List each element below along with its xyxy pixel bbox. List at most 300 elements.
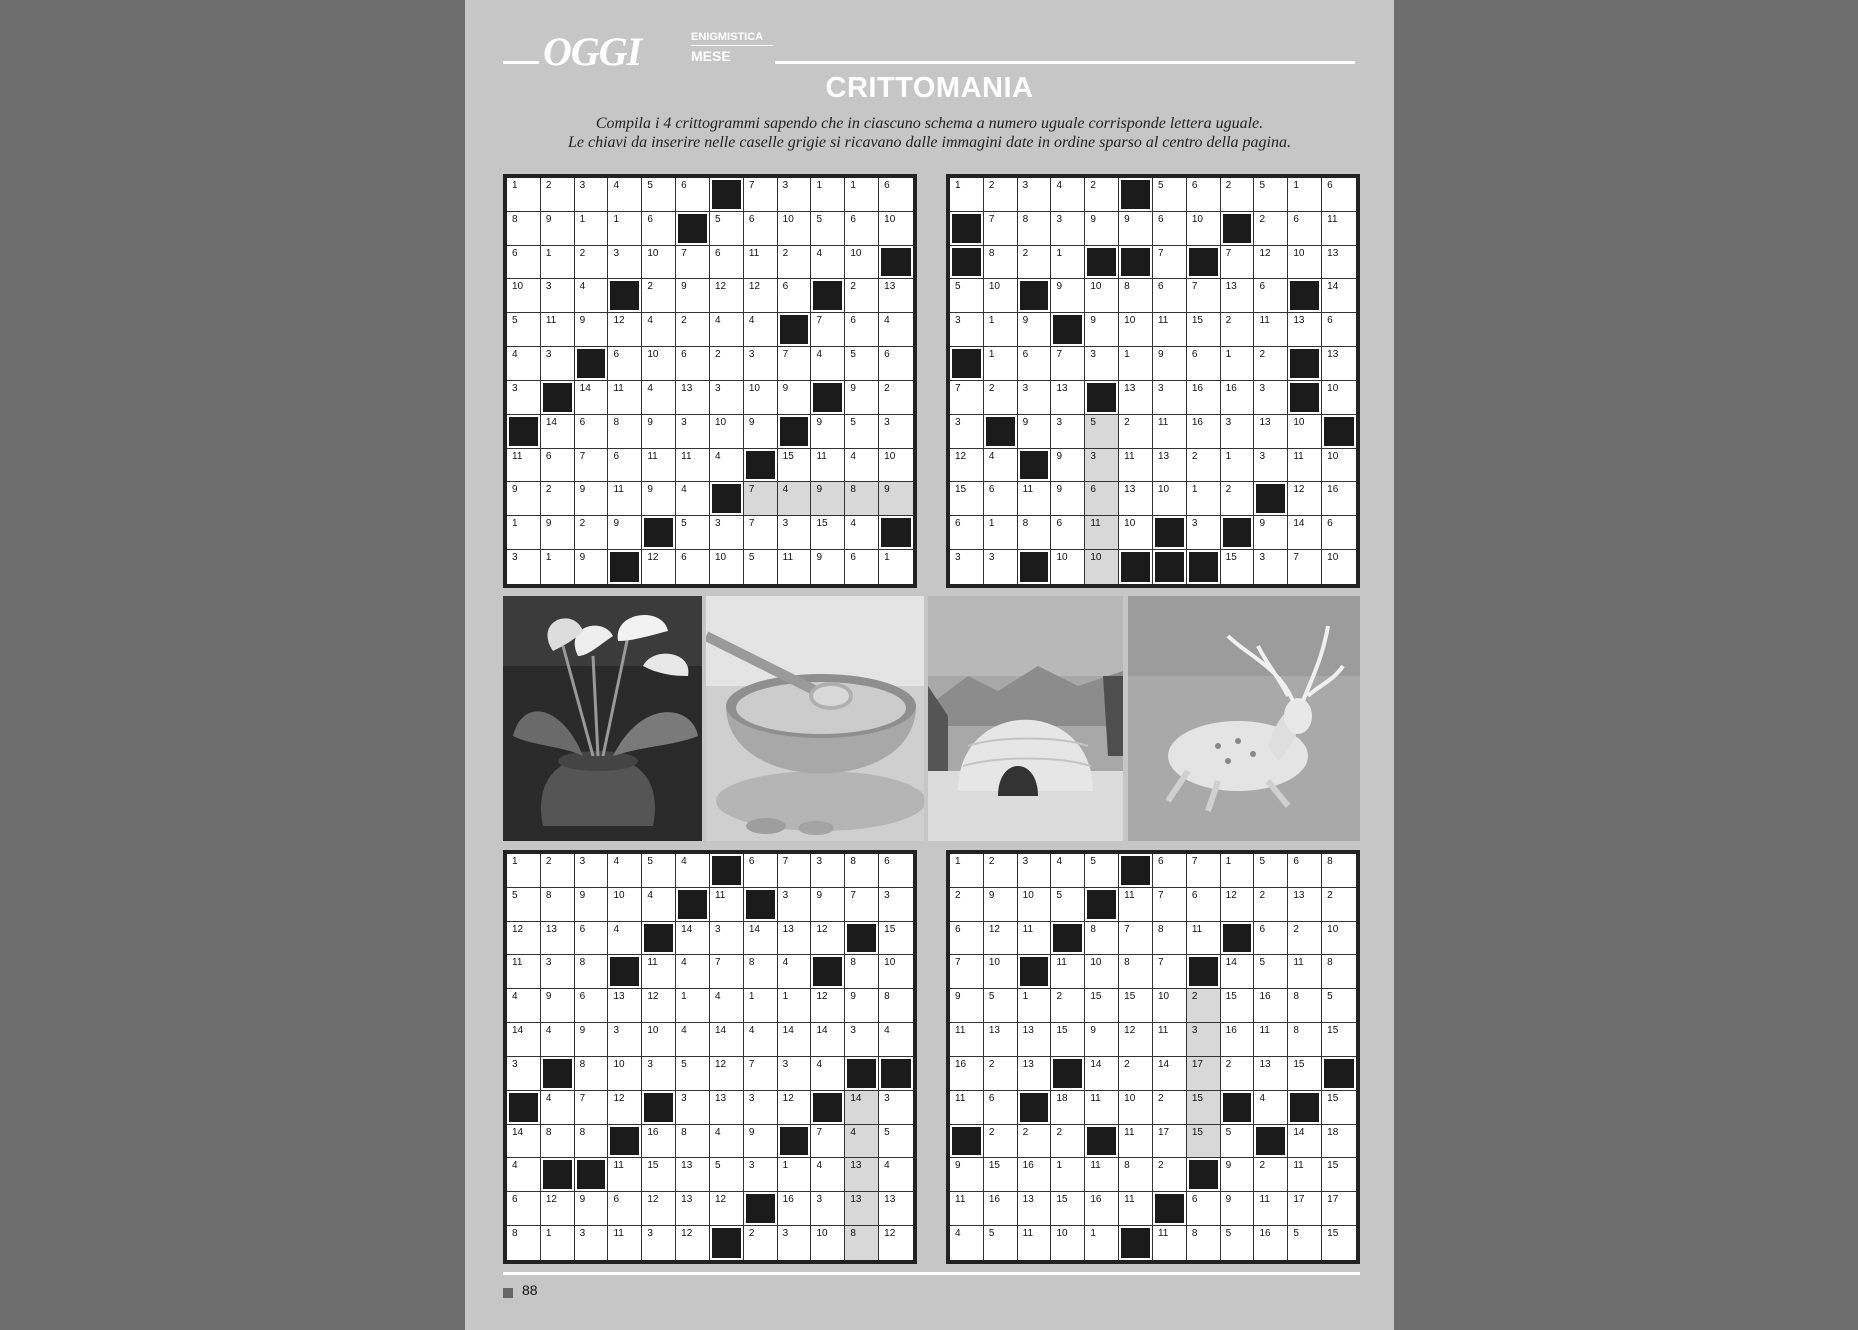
- crossword-cell[interactable]: [507, 347, 541, 381]
- crossword-cell[interactable]: [507, 1158, 541, 1192]
- crossword-cell[interactable]: [1254, 347, 1288, 381]
- crossword-cell[interactable]: [1153, 1057, 1187, 1091]
- crossword-cell[interactable]: [608, 888, 642, 922]
- crossword-cell[interactable]: [879, 922, 913, 956]
- crossword-cell[interactable]: [744, 854, 778, 888]
- crossword-cell[interactable]: [676, 1023, 710, 1057]
- crossword-cell[interactable]: [1254, 1226, 1288, 1260]
- crossword-cell[interactable]: [710, 1091, 744, 1125]
- crossword-cell[interactable]: [1187, 1226, 1221, 1260]
- crossword-cell[interactable]: [608, 212, 642, 246]
- crossword-cell[interactable]: [575, 482, 609, 516]
- grey-key-cell[interactable]: [778, 482, 812, 516]
- crossword-cell[interactable]: [1153, 212, 1187, 246]
- crossword-cell[interactable]: [575, 415, 609, 449]
- crossword-cell[interactable]: [1119, 922, 1153, 956]
- crossword-cell[interactable]: [676, 381, 710, 415]
- crossword-cell[interactable]: [1153, 1125, 1187, 1159]
- crossword-cell[interactable]: [845, 550, 879, 584]
- crossword-cell[interactable]: [1018, 1192, 1052, 1226]
- crossword-cell[interactable]: [744, 212, 778, 246]
- crossword-cell[interactable]: [879, 1158, 913, 1192]
- crossword-cell[interactable]: [710, 313, 744, 347]
- crossword-cell[interactable]: [1085, 922, 1119, 956]
- grey-key-cell[interactable]: [845, 1192, 879, 1226]
- crossword-cell[interactable]: [1187, 854, 1221, 888]
- crossword-cell[interactable]: [608, 415, 642, 449]
- crossword-cell[interactable]: [811, 989, 845, 1023]
- crossword-cell[interactable]: [1221, 347, 1255, 381]
- crossword-cell[interactable]: [811, 1158, 845, 1192]
- crossword-cell[interactable]: [984, 482, 1018, 516]
- crossword-cell[interactable]: [642, 888, 676, 922]
- crossword-cell[interactable]: [507, 178, 541, 212]
- crossword-cell[interactable]: [845, 854, 879, 888]
- crossword-cell[interactable]: [984, 989, 1018, 1023]
- crossword-cell[interactable]: [1153, 888, 1187, 922]
- crossword-cell[interactable]: [744, 1091, 778, 1125]
- crossword-cell[interactable]: [845, 347, 879, 381]
- crossword-cell[interactable]: [1187, 888, 1221, 922]
- crossword-cell[interactable]: [608, 1023, 642, 1057]
- grey-key-cell[interactable]: [744, 482, 778, 516]
- crossword-cell[interactable]: [879, 550, 913, 584]
- crossword-cell[interactable]: [642, 1192, 676, 1226]
- crossword-cell[interactable]: [845, 381, 879, 415]
- crossword-cell[interactable]: [1119, 313, 1153, 347]
- crossword-cell[interactable]: [507, 989, 541, 1023]
- crossword-cell[interactable]: [1187, 516, 1221, 550]
- crossword-cell[interactable]: [1051, 212, 1085, 246]
- crossword-cell[interactable]: [507, 888, 541, 922]
- crossword-cell[interactable]: [541, 1192, 575, 1226]
- crossword-cell[interactable]: [608, 381, 642, 415]
- crossword-cell[interactable]: [541, 212, 575, 246]
- crossword-cell[interactable]: [1221, 279, 1255, 313]
- crossword-cell[interactable]: [1018, 516, 1052, 550]
- crossword-cell[interactable]: [575, 381, 609, 415]
- crossword-cell[interactable]: [710, 381, 744, 415]
- crossword-cell[interactable]: [1221, 482, 1255, 516]
- crossword-cell[interactable]: [1051, 1125, 1085, 1159]
- crossword-cell[interactable]: [1187, 449, 1221, 483]
- crossword-cell[interactable]: [1051, 1226, 1085, 1260]
- crossword-cell[interactable]: [710, 888, 744, 922]
- crossword-cell[interactable]: [541, 854, 575, 888]
- crossword-cell[interactable]: [984, 1226, 1018, 1260]
- crossword-cell[interactable]: [1051, 550, 1085, 584]
- crossword-cell[interactable]: [984, 449, 1018, 483]
- crossword-cell[interactable]: [879, 449, 913, 483]
- crossword-cell[interactable]: [1322, 989, 1356, 1023]
- crossword-cell[interactable]: [575, 854, 609, 888]
- grey-key-cell[interactable]: [1085, 415, 1119, 449]
- crossword-cell[interactable]: [575, 1023, 609, 1057]
- crossword-cell[interactable]: [811, 550, 845, 584]
- crossword-cell[interactable]: [845, 955, 879, 989]
- crossword-cell[interactable]: [1254, 1023, 1288, 1057]
- crossword-cell[interactable]: [744, 1125, 778, 1159]
- crossword-cell[interactable]: [507, 313, 541, 347]
- crossword-cell[interactable]: [1018, 381, 1052, 415]
- crossword-cell[interactable]: [507, 955, 541, 989]
- crossword-cell[interactable]: [676, 854, 710, 888]
- crossword-cell[interactable]: [1187, 381, 1221, 415]
- crossword-cell[interactable]: [984, 1023, 1018, 1057]
- crossword-cell[interactable]: [1288, 449, 1322, 483]
- crossword-cell[interactable]: [1018, 888, 1052, 922]
- crossword-cell[interactable]: [1085, 212, 1119, 246]
- crossword-cell[interactable]: [984, 1192, 1018, 1226]
- crossword-cell[interactable]: [541, 550, 575, 584]
- crossword-cell[interactable]: [710, 1158, 744, 1192]
- crossword-cell[interactable]: [676, 347, 710, 381]
- grey-key-cell[interactable]: [845, 482, 879, 516]
- crossword-cell[interactable]: [879, 888, 913, 922]
- crossword-cell[interactable]: [845, 989, 879, 1023]
- crossword-cell[interactable]: [984, 1125, 1018, 1159]
- crossword-cell[interactable]: [541, 1226, 575, 1260]
- crossword-cell[interactable]: [778, 1226, 812, 1260]
- crossword-cell[interactable]: [1288, 516, 1322, 550]
- crossword-cell[interactable]: [1119, 1057, 1153, 1091]
- grey-key-cell[interactable]: [1085, 482, 1119, 516]
- crossword-cell[interactable]: [1254, 1057, 1288, 1091]
- crossword-cell[interactable]: [1221, 449, 1255, 483]
- crossword-cell[interactable]: [811, 516, 845, 550]
- crossword-cell[interactable]: [507, 854, 541, 888]
- crossword-cell[interactable]: [1187, 212, 1221, 246]
- crossword-cell[interactable]: [1187, 922, 1221, 956]
- crossword-cell[interactable]: [811, 449, 845, 483]
- crossword-cell[interactable]: [1187, 313, 1221, 347]
- crossword-cell[interactable]: [575, 1192, 609, 1226]
- grey-key-cell[interactable]: [811, 482, 845, 516]
- grey-key-cell[interactable]: [1187, 989, 1221, 1023]
- crossword-cell[interactable]: [1322, 381, 1356, 415]
- crossword-cell[interactable]: [778, 279, 812, 313]
- crossword-cell[interactable]: [1322, 449, 1356, 483]
- crossword-cell[interactable]: [507, 246, 541, 280]
- crossword-cell[interactable]: [1254, 1192, 1288, 1226]
- crossword-cell[interactable]: [811, 1057, 845, 1091]
- crossword-cell[interactable]: [1221, 888, 1255, 922]
- crossword-cell[interactable]: [984, 854, 1018, 888]
- crossword-cell[interactable]: [950, 1057, 984, 1091]
- crossword-cell[interactable]: [676, 922, 710, 956]
- crossword-cell[interactable]: [879, 1091, 913, 1125]
- crossword-cell[interactable]: [744, 1023, 778, 1057]
- crossword-cell[interactable]: [1322, 1226, 1356, 1260]
- crossword-cell[interactable]: [1288, 482, 1322, 516]
- crossword-cell[interactable]: [778, 1023, 812, 1057]
- crossword-cell[interactable]: [1085, 279, 1119, 313]
- crossword-cell[interactable]: [507, 516, 541, 550]
- crossword-cell[interactable]: [608, 1057, 642, 1091]
- crossword-cell[interactable]: [845, 212, 879, 246]
- crossword-cell[interactable]: [710, 1125, 744, 1159]
- crossword-cell[interactable]: [1288, 178, 1322, 212]
- crossword-cell[interactable]: [778, 1158, 812, 1192]
- crossword-cell[interactable]: [1051, 482, 1085, 516]
- crossword-cell[interactable]: [1322, 550, 1356, 584]
- crossword-cell[interactable]: [710, 212, 744, 246]
- crossword-cell[interactable]: [676, 279, 710, 313]
- crossword-cell[interactable]: [778, 922, 812, 956]
- crossword-cell[interactable]: [984, 955, 1018, 989]
- crossword-cell[interactable]: [1322, 1192, 1356, 1226]
- crossword-cell[interactable]: [676, 1158, 710, 1192]
- crossword-cell[interactable]: [710, 550, 744, 584]
- crossword-cell[interactable]: [541, 888, 575, 922]
- crossword-cell[interactable]: [811, 922, 845, 956]
- crossword-cell[interactable]: [676, 482, 710, 516]
- crossword-cell[interactable]: [1051, 1158, 1085, 1192]
- crossword-cell[interactable]: [541, 1091, 575, 1125]
- crossword-cell[interactable]: [642, 1057, 676, 1091]
- crossword-cell[interactable]: [541, 347, 575, 381]
- crossword-cell[interactable]: [642, 279, 676, 313]
- crossword-cell[interactable]: [1322, 955, 1356, 989]
- crossword-cell[interactable]: [642, 178, 676, 212]
- crossword-cell[interactable]: [1085, 1158, 1119, 1192]
- crossword-cell[interactable]: [1254, 989, 1288, 1023]
- crossword-cell[interactable]: [950, 1192, 984, 1226]
- crossword-cell[interactable]: [1119, 1192, 1153, 1226]
- crossword-cell[interactable]: [1288, 550, 1322, 584]
- crossword-cell[interactable]: [778, 854, 812, 888]
- crossword-cell[interactable]: [778, 955, 812, 989]
- crossword-cell[interactable]: [811, 415, 845, 449]
- crossword-cell[interactable]: [1254, 516, 1288, 550]
- crossword-cell[interactable]: [710, 1023, 744, 1057]
- crossword-cell[interactable]: [608, 922, 642, 956]
- crossword-cell[interactable]: [1221, 955, 1255, 989]
- crossword-cell[interactable]: [879, 415, 913, 449]
- crossword-cell[interactable]: [1221, 1158, 1255, 1192]
- grey-key-cell[interactable]: [1187, 1023, 1221, 1057]
- crossword-cell[interactable]: [1221, 1125, 1255, 1159]
- crossword-cell[interactable]: [642, 212, 676, 246]
- crossword-cell[interactable]: [642, 246, 676, 280]
- crossword-cell[interactable]: [507, 1192, 541, 1226]
- crossword-cell[interactable]: [984, 1091, 1018, 1125]
- crossword-cell[interactable]: [608, 246, 642, 280]
- crossword-cell[interactable]: [710, 347, 744, 381]
- crossword-cell[interactable]: [642, 1226, 676, 1260]
- crossword-cell[interactable]: [984, 246, 1018, 280]
- crossword-cell[interactable]: [710, 1192, 744, 1226]
- crossword-cell[interactable]: [575, 212, 609, 246]
- crossword-cell[interactable]: [1119, 1158, 1153, 1192]
- crossword-cell[interactable]: [1254, 922, 1288, 956]
- crossword-cell[interactable]: [1288, 922, 1322, 956]
- crossword-cell[interactable]: [1187, 1192, 1221, 1226]
- crossword-cell[interactable]: [744, 989, 778, 1023]
- crossword-cell[interactable]: [541, 246, 575, 280]
- crossword-cell[interactable]: [744, 1158, 778, 1192]
- crossword-cell[interactable]: [879, 955, 913, 989]
- crossword-cell[interactable]: [744, 1226, 778, 1260]
- crossword-cell[interactable]: [1018, 212, 1052, 246]
- crossword-cell[interactable]: [1153, 854, 1187, 888]
- crossword-cell[interactable]: [879, 1023, 913, 1057]
- crossword-cell[interactable]: [1119, 1091, 1153, 1125]
- crossword-cell[interactable]: [1119, 347, 1153, 381]
- crossword-cell[interactable]: [984, 516, 1018, 550]
- crossword-cell[interactable]: [507, 922, 541, 956]
- crossword-cell[interactable]: [845, 178, 879, 212]
- crossword-cell[interactable]: [507, 449, 541, 483]
- crossword-cell[interactable]: [879, 347, 913, 381]
- crossword-cell[interactable]: [984, 212, 1018, 246]
- crossword-cell[interactable]: [575, 246, 609, 280]
- crossword-cell[interactable]: [575, 313, 609, 347]
- crossword-cell[interactable]: [608, 1091, 642, 1125]
- crossword-cell[interactable]: [1221, 1192, 1255, 1226]
- crossword-cell[interactable]: [845, 516, 879, 550]
- crossword-cell[interactable]: [1288, 1158, 1322, 1192]
- crossword-cell[interactable]: [1254, 550, 1288, 584]
- crossword-cell[interactable]: [1018, 989, 1052, 1023]
- crossword-cell[interactable]: [1221, 989, 1255, 1023]
- crossword-cell[interactable]: [1153, 415, 1187, 449]
- crossword-cell[interactable]: [950, 922, 984, 956]
- crossword-cell[interactable]: [507, 381, 541, 415]
- grey-key-cell[interactable]: [1187, 1091, 1221, 1125]
- crossword-cell[interactable]: [950, 550, 984, 584]
- crossword-cell[interactable]: [507, 279, 541, 313]
- crossword-cell[interactable]: [744, 922, 778, 956]
- crossword-cell[interactable]: [1153, 1226, 1187, 1260]
- crossword-cell[interactable]: [608, 516, 642, 550]
- crossword-cell[interactable]: [608, 449, 642, 483]
- crossword-cell[interactable]: [778, 888, 812, 922]
- crossword-cell[interactable]: [642, 1023, 676, 1057]
- crossword-cell[interactable]: [811, 313, 845, 347]
- crossword-cell[interactable]: [575, 955, 609, 989]
- crossword-cell[interactable]: [575, 888, 609, 922]
- crossword-cell[interactable]: [1187, 482, 1221, 516]
- crossword-cell[interactable]: [744, 178, 778, 212]
- crossword-cell[interactable]: [1119, 1023, 1153, 1057]
- crossword-cell[interactable]: [1051, 854, 1085, 888]
- crossword-cell[interactable]: [1119, 1125, 1153, 1159]
- crossword-cell[interactable]: [1085, 178, 1119, 212]
- crossword-cell[interactable]: [608, 1158, 642, 1192]
- crossword-cell[interactable]: [950, 854, 984, 888]
- crossword-cell[interactable]: [575, 516, 609, 550]
- crossword-cell[interactable]: [541, 313, 575, 347]
- crossword-cell[interactable]: [1018, 415, 1052, 449]
- crossword-cell[interactable]: [642, 482, 676, 516]
- crossword-cell[interactable]: [1119, 449, 1153, 483]
- crossword-cell[interactable]: [950, 1158, 984, 1192]
- crossword-cell[interactable]: [879, 212, 913, 246]
- crossword-cell[interactable]: [608, 854, 642, 888]
- crossword-cell[interactable]: [541, 178, 575, 212]
- crossword-cell[interactable]: [1119, 888, 1153, 922]
- crossword-cell[interactable]: [1153, 482, 1187, 516]
- crossword-cell[interactable]: [778, 212, 812, 246]
- crossword-cell[interactable]: [710, 955, 744, 989]
- crossword-cell[interactable]: [1254, 1091, 1288, 1125]
- crossword-cell[interactable]: [541, 516, 575, 550]
- crossword-cell[interactable]: [642, 381, 676, 415]
- crossword-cell[interactable]: [676, 550, 710, 584]
- crossword-cell[interactable]: [950, 449, 984, 483]
- crossword-cell[interactable]: [1221, 381, 1255, 415]
- crossword-cell[interactable]: [845, 279, 879, 313]
- crossword-cell[interactable]: [608, 313, 642, 347]
- crossword-cell[interactable]: [1221, 1057, 1255, 1091]
- crossword-cell[interactable]: [1085, 347, 1119, 381]
- crossword-cell[interactable]: [1018, 313, 1052, 347]
- crossword-cell[interactable]: [845, 313, 879, 347]
- crossword-cell[interactable]: [1322, 178, 1356, 212]
- crossword-cell[interactable]: [608, 989, 642, 1023]
- crossword-cell[interactable]: [710, 1057, 744, 1091]
- crossword-cell[interactable]: [1119, 482, 1153, 516]
- crossword-cell[interactable]: [1153, 1023, 1187, 1057]
- crossword-cell[interactable]: [950, 279, 984, 313]
- crossword-cell[interactable]: [575, 1091, 609, 1125]
- crossword-cell[interactable]: [1322, 246, 1356, 280]
- crossword-cell[interactable]: [984, 279, 1018, 313]
- crossword-cell[interactable]: [1288, 313, 1322, 347]
- crossword-cell[interactable]: [710, 246, 744, 280]
- crossword-cell[interactable]: [1254, 313, 1288, 347]
- crossword-cell[interactable]: [608, 1192, 642, 1226]
- crossword-cell[interactable]: [950, 1226, 984, 1260]
- crossword-cell[interactable]: [1187, 347, 1221, 381]
- crossword-cell[interactable]: [1085, 1192, 1119, 1226]
- crossword-cell[interactable]: [811, 212, 845, 246]
- crossword-cell[interactable]: [575, 1057, 609, 1091]
- crossword-cell[interactable]: [507, 1125, 541, 1159]
- crossword-cell[interactable]: [879, 854, 913, 888]
- crossword-cell[interactable]: [1051, 1023, 1085, 1057]
- crossword-cell[interactable]: [1085, 955, 1119, 989]
- crossword-cell[interactable]: [1187, 279, 1221, 313]
- crossword-cell[interactable]: [676, 415, 710, 449]
- crossword-cell[interactable]: [710, 922, 744, 956]
- crossword-cell[interactable]: [1018, 1226, 1052, 1260]
- grey-key-cell[interactable]: [845, 1091, 879, 1125]
- crossword-cell[interactable]: [642, 955, 676, 989]
- crossword-cell[interactable]: [1153, 178, 1187, 212]
- crossword-cell[interactable]: [1288, 989, 1322, 1023]
- crossword-cell[interactable]: [1119, 516, 1153, 550]
- crossword-cell[interactable]: [1051, 415, 1085, 449]
- crossword-cell[interactable]: [541, 922, 575, 956]
- crossword-cell[interactable]: [575, 550, 609, 584]
- crossword-cell[interactable]: [950, 516, 984, 550]
- crossword-cell[interactable]: [744, 313, 778, 347]
- crossword-cell[interactable]: [608, 1226, 642, 1260]
- crossword-cell[interactable]: [1018, 482, 1052, 516]
- crossword-cell[interactable]: [1018, 347, 1052, 381]
- crossword-cell[interactable]: [950, 178, 984, 212]
- crossword-cell[interactable]: [1018, 922, 1052, 956]
- crossword-cell[interactable]: [1153, 1091, 1187, 1125]
- crossword-cell[interactable]: [744, 347, 778, 381]
- grey-key-cell[interactable]: [845, 1158, 879, 1192]
- crossword-cell[interactable]: [984, 347, 1018, 381]
- crossword-cell[interactable]: [1051, 1091, 1085, 1125]
- crossword-cell[interactable]: [811, 1192, 845, 1226]
- grey-key-cell[interactable]: [879, 482, 913, 516]
